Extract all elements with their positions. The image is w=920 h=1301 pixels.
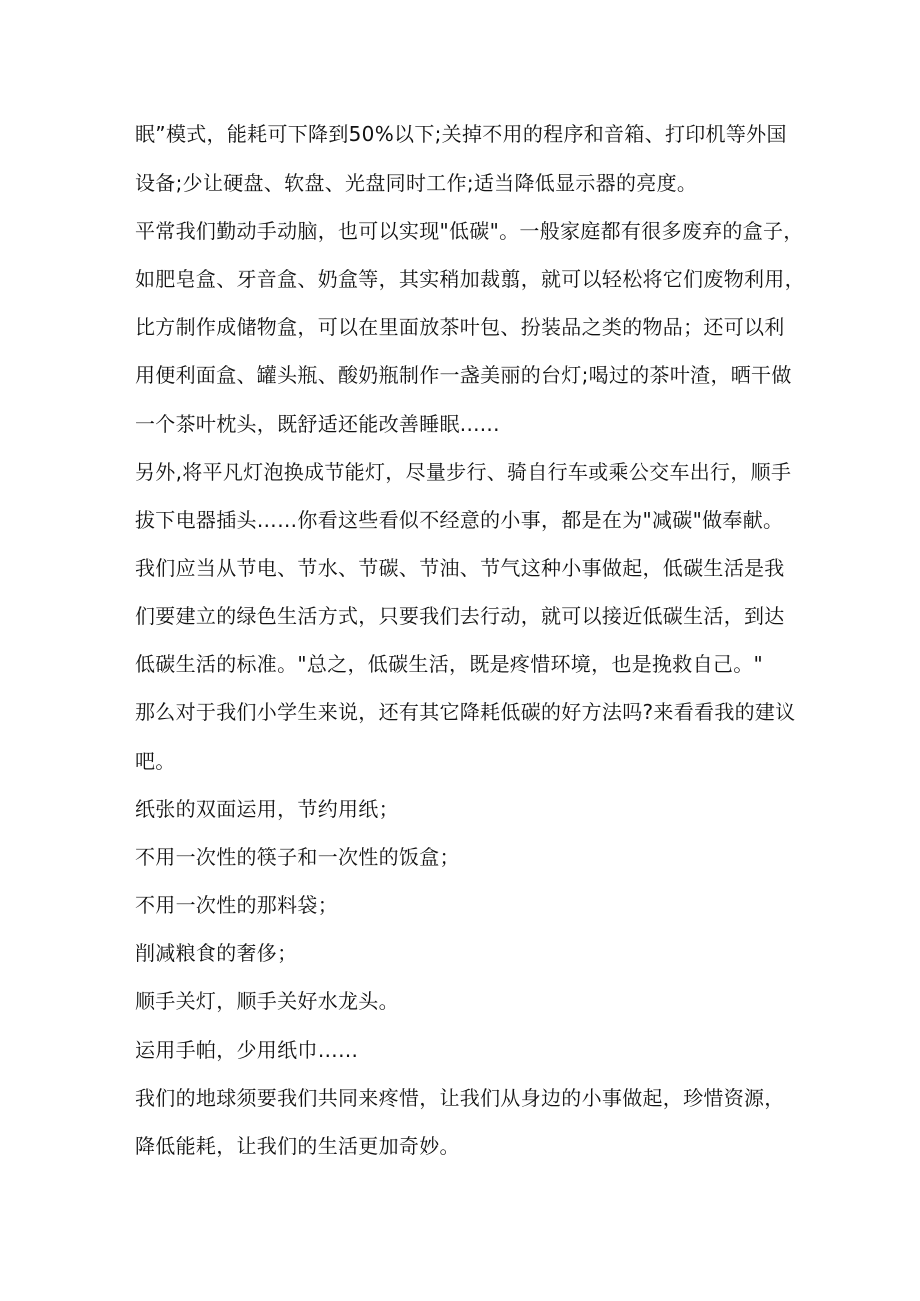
text-line: 运用手帕，少用纸巾…… — [135, 1038, 359, 1062]
text-line: 低碳生活的标准。"总之，低碳生活，既是疼惜环境，也是挽救自己。" — [135, 652, 763, 676]
text-line: 那么对于我们小学生来说，还有其它降耗低碳的好方法吗?来看看我的建议 — [135, 700, 796, 724]
text-line: 比方制作成储物盒，可以在里面放茶叶包、扮装品之类的物品；还可以利 — [135, 315, 785, 339]
text-line: 吧。 — [135, 749, 176, 773]
text-line: 用便利面盒、罐头瓶、酸奶瓶制作一盏美丽的台灯;喝过的茶叶渣，晒干做 — [135, 363, 792, 387]
text-line: 顺手关灯，顺手关好水龙头。 — [135, 989, 399, 1013]
text-line: 另外,将平凡灯泡换成节能灯，尽量步行、骑自行车或乘公交车出行，顺手 — [135, 460, 792, 484]
text-line: 我们的地球须要我们共同来疼惜，让我们从身边的小事做起，珍惜资源， — [135, 1086, 785, 1110]
text-line: 削减粮食的奢侈； — [135, 941, 298, 965]
text-line: 设备;少让硬盘、软盘、光盘同时工作;适当降低显示器的亮度。 — [135, 171, 698, 195]
text-line: 平常我们勤动手动脑，也可以实现"低碳"。一般家庭都有很多废弃的盒子， — [135, 219, 804, 243]
text-line: 降低能耗，让我们的生活更加奇妙。 — [135, 1134, 460, 1158]
text-line: 我们应当从节电、节水、节碳、节油、节气这种小事做起，低碳生活是我 — [135, 556, 785, 580]
text-line: 眠”模式，能耗可下降到50%以下;关掉不用的程序和音箱、打印机等外国 — [135, 122, 787, 146]
text-line: 如肥皂盒、牙音盒、奶盒等，其实稍加裁翦，就可以轻松将它们废物利用， — [135, 267, 805, 291]
text-line: 不用一次性的那料袋； — [135, 893, 338, 917]
text-line: 纸张的双面运用，节约用纸； — [135, 797, 399, 821]
text-line: 一个茶叶枕头，既舒适还能改善睡眠...... — [135, 412, 500, 436]
text-line: 们要建立的绿色生活方式，只要我们去行动，就可以接近低碳生活，到达 — [135, 604, 785, 628]
text-line: 拔下电器插头……你看这些看似不经意的小事，都是在为"减碳"做奉献。 — [135, 508, 784, 532]
text-line: 不用一次性的筷子和一次性的饭盒； — [135, 845, 460, 869]
